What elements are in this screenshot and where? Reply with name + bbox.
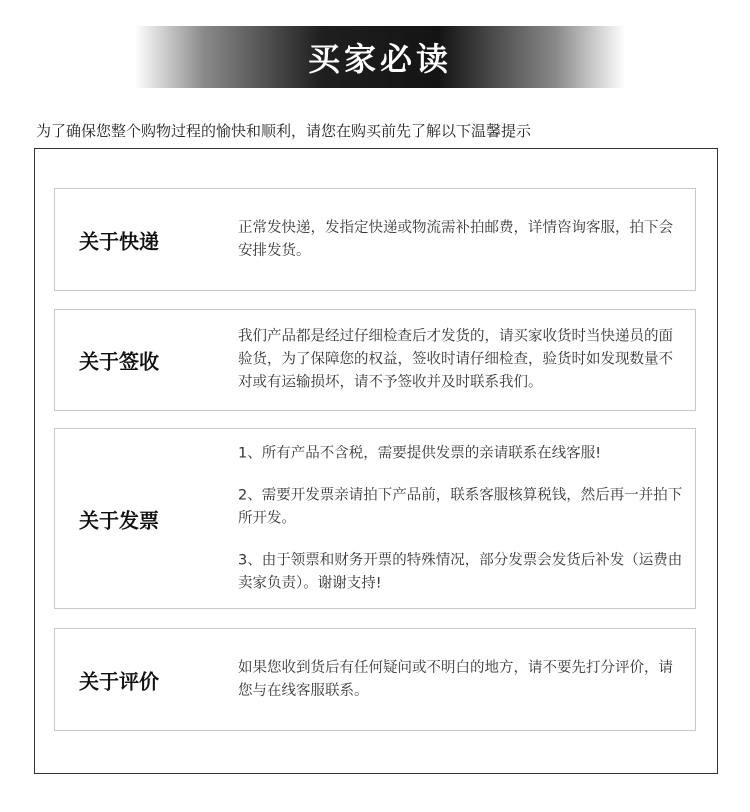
shipping-paragraph: 正常发快递，发指定快递或物流需补拍邮费，详情咨询客服，拍下会安排发货。 xyxy=(238,219,673,259)
shipping-card xyxy=(54,188,696,291)
invoice-title: 关于发票 xyxy=(79,508,159,532)
intro-text: 为了确保您整个购物过程的愉快和顺利，请您在购买前先了解以下温馨提示 xyxy=(36,122,532,140)
receipt-paragraph: 我们产品都是经过仔细检查后才发货的，请买家收货时当快递员的面验货，为了保障您的权益，签收时请仔细检查，验货时如发现数量不对或有运输损坏，请不予签收并及时联系我们。 xyxy=(238,328,673,391)
shipping-title: 关于快递 xyxy=(79,229,159,253)
review-body xyxy=(238,657,687,703)
review-paragraph: 如果您收到货后有任何疑问或不明白的地方，请不要先打分评价，请您与在线客服联系。 xyxy=(238,659,673,699)
invoice-paragraph-1: 1、所有产品不含税，需要提供发票的亲请联系在线客服! xyxy=(238,445,602,461)
review-card xyxy=(54,628,696,731)
invoice-card xyxy=(54,428,696,609)
shipping-body xyxy=(238,217,687,263)
invoice-body xyxy=(238,442,687,595)
invoice-paragraph-2: 2、需要开发票亲请拍下产品前，联系客服核算税钱，然后再一并拍下所开发。 xyxy=(238,487,683,526)
receipt-title: 关于签收 xyxy=(79,349,159,374)
page-title: 买家必读 xyxy=(307,40,452,78)
receipt-body xyxy=(238,326,687,395)
header-banner xyxy=(135,26,625,88)
invoice-paragraph-3: 3、由于领票和财务开票的特殊情况，部分发票会发货后补发（运费由卖家负责）。谢谢支持! xyxy=(238,552,683,591)
review-title: 关于评价 xyxy=(79,669,159,693)
receipt-card xyxy=(54,309,696,411)
